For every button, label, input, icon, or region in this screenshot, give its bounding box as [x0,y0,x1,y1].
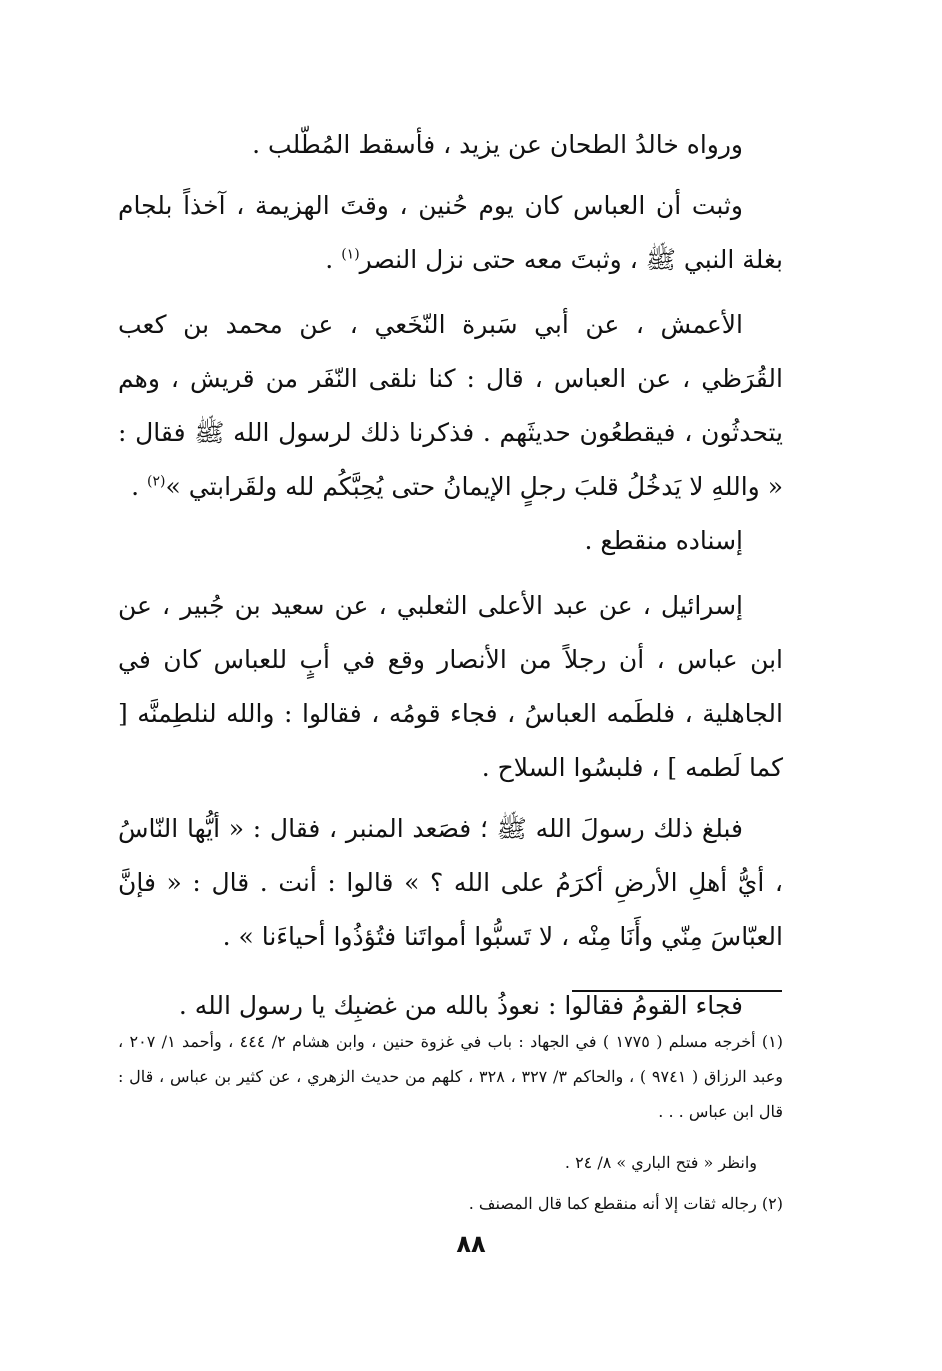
paragraph-3 [118,298,783,514]
paragraph-6 [118,802,783,964]
paragraph-text: وثبت أن العباس كان يوم حُنين ، وقتَ الهزيمة ، آخذاً بلجام بغلة النبي ﷺ ، وثبتَ معه حتى نزل النصر [118,191,783,274]
footnotes [118,1024,783,1221]
footnote-1-see-also: وانظر « فتح الباري » ٨/ ٢٤ . [564,1153,757,1172]
paragraph-text: إسناده منقطع . [584,526,743,555]
footnote-reference-2[interactable]: (٢) [147,473,166,490]
paragraph-end: . [325,245,342,274]
paragraph-2 [118,179,783,287]
paragraph-text: إسرائيل ، عن عبد الأعلى الثعلبي ، عن سعيد بن جُبير ، عن ابن عباس ، أن رجلاً من الأنصار وقع في أبٍ للعباس كان في الجاهلية ، فلطَمه العباسُ ، فجاء قومُه ، فقالوا : والله لنلطِمنَّه [ كما لَطمه ] ، فلبسُوا السلاح . [118,591,783,782]
paragraph-text: فبلغ ذلك رسولَ الله ﷺ ؛ فصَعد المنبر ، فقال : « أيُّها النّاسُ ، أيُّ أهلِ الأرضِ أكرَمُ على الله ؟ » قالوا : أنت . قال : « فإنَّ العبّاسَ مِنّي وأَنَا مِنْه ، لا تَسبُّوا أمواتَنا فتُؤذُوا أحياءَنا » . [118,814,783,951]
footnote-separator [572,990,782,992]
main-text [118,118,783,1033]
footnote-1: (١) أخرجه مسلم ( ١٧٧٥ ) في الجهاد : باب في غزوة حنين ، وابن هشام ٢/ ٤٤٤ ، وأحمد ١/ ٢٠٧ ، وعبد الرزاق ( ٩٧٤١ ) ، والحاكم ٣/ ٣٢٧ ، ٣٢٨ ، كلهم من حديث الزهري ، عن كثير بن عباس ، قال : قال ابن عباس . . . [118,1032,784,1121]
paragraph-1 [118,118,783,172]
footnote-2: (٢) رجاله ثقات إلا أنه منقطع كما قال المصنف . [468,1194,783,1213]
page-number: ٨٨ [456,1230,486,1258]
paragraph-text: الأعمش ، عن أبي سَبرة النّخَعي ، عن محمد بن كعب القُرَظي ، عن العباس ، قال : كنا نلقى النّفَر من قريش ، وهم يتحدثُون ، فيقطعُون حديثَهم . فذكرنا ذلك لرسول الله ﷺ فقال : « واللهِ لا يَدخُلُ قلبَ رجلٍ الإيمانُ حتى يُحِبَّكُم لله ولقَرابتي » [118,310,783,501]
paragraph-text: ورواه خالدُ الطحان عن يزيد ، فأسقط المُطّلب . [252,130,743,159]
footnote-reference-1[interactable]: (١) [341,246,360,263]
paragraph-text: فجاء القومُ فقالوا : نعوذُ بالله من غضبِك يا رسول الله . [178,991,743,1020]
paragraph-5 [118,579,783,795]
paragraph-end: . [131,472,148,501]
paragraph-4 [118,514,783,568]
